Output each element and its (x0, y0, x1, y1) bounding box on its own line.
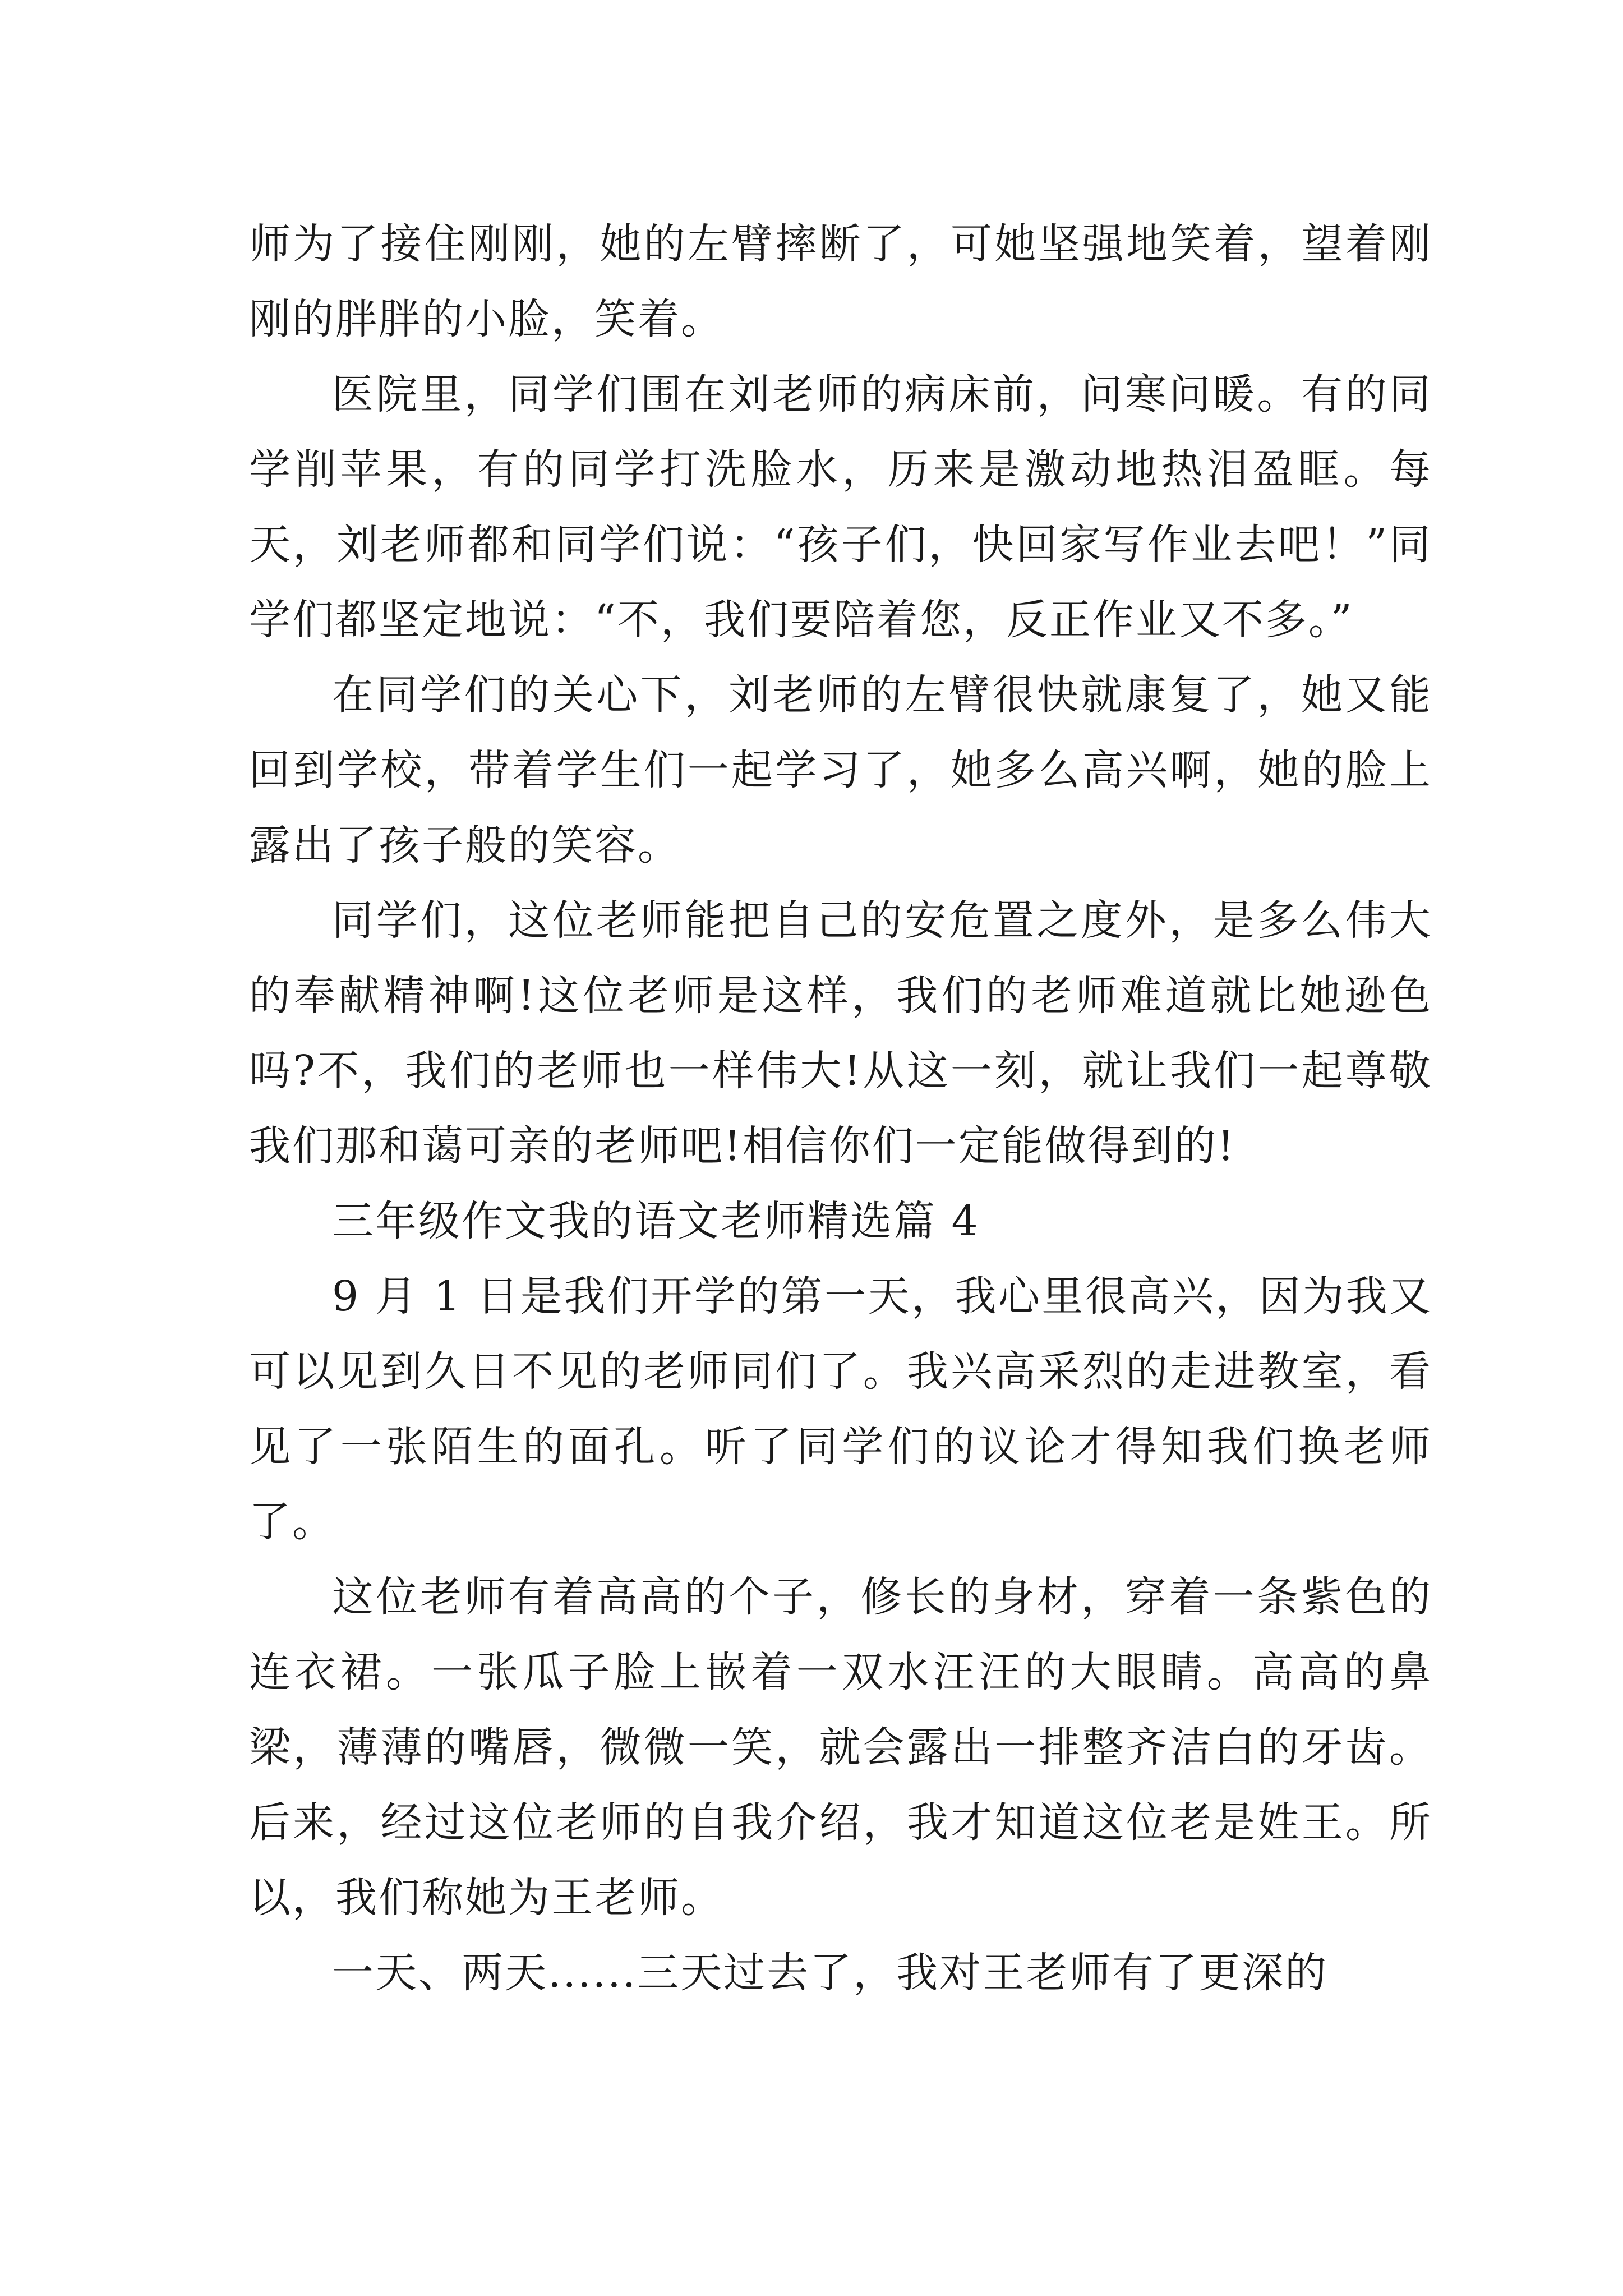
paragraph-teacher-description: 这位老师有着高高的个子，修长的身材，穿着一条紫色的连衣裙。一张瓜子脸上嵌着一双水汪汪的大眼睛。高高的鼻梁，薄薄的嘴唇，微微一笑，就会露出一排整齐洁白的牙齿。后来，经过这位老师的自我介绍，我才知道这位老是姓王。所以，我们称她为王老师。 (249, 1573, 1432, 1922)
section-heading: 三年级作文我的语文老师精选篇 4 (332, 1197, 980, 1245)
paragraph-first-day: 9 月 1 日是我们开学的第一天，我心里很高兴，因为我又可以见到久日不见的老师同们了。我兴高采烈的走进教室，看见了一张陌生的面孔。听了同学们的议论才得知我们换老师了。 (249, 1272, 1432, 1546)
paragraph-days-pass: 一天、两天......三天过去了，我对王老师有了更深的 (332, 1949, 1329, 1997)
paragraph-hospital: 医院里，同学们围在刘老师的病床前，问寒问暖。有的同学削苹果，有的同学打洗脸水，历来是激动地热泪盈眶。每天，刘老师都和同学们说：“孩子们，快回家写作业去吧！”同学们都坚定地说：“不，我们要陪着您，反正作业又不多。” (249, 370, 1432, 644)
paragraph-recovery: 在同学们的关心下，刘老师的左臂很快就康复了，她又能回到学校，带着学生们一起学习了，她多么高兴啊，她的脸上露出了孩子般的笑容。 (249, 671, 1432, 869)
paragraph-continued: 师为了接住刚刚，她的左臂摔断了，可她坚强地笑着，望着刚刚的胖胖的小脸，笑着。 (249, 220, 1432, 343)
article-body (249, 206, 1432, 2010)
paragraph-classmates: 同学们，这位老师能把自己的安危置之度外，是多么伟大的奉献精神啊!这位老师是这样，我们的老师难道就比她逊色吗?不，我们的老师也一样伟大!从这一刻，就让我们一起尊敬我们那和蔼可亲的老师吧!相信你们一定能做得到的! (249, 896, 1432, 1170)
